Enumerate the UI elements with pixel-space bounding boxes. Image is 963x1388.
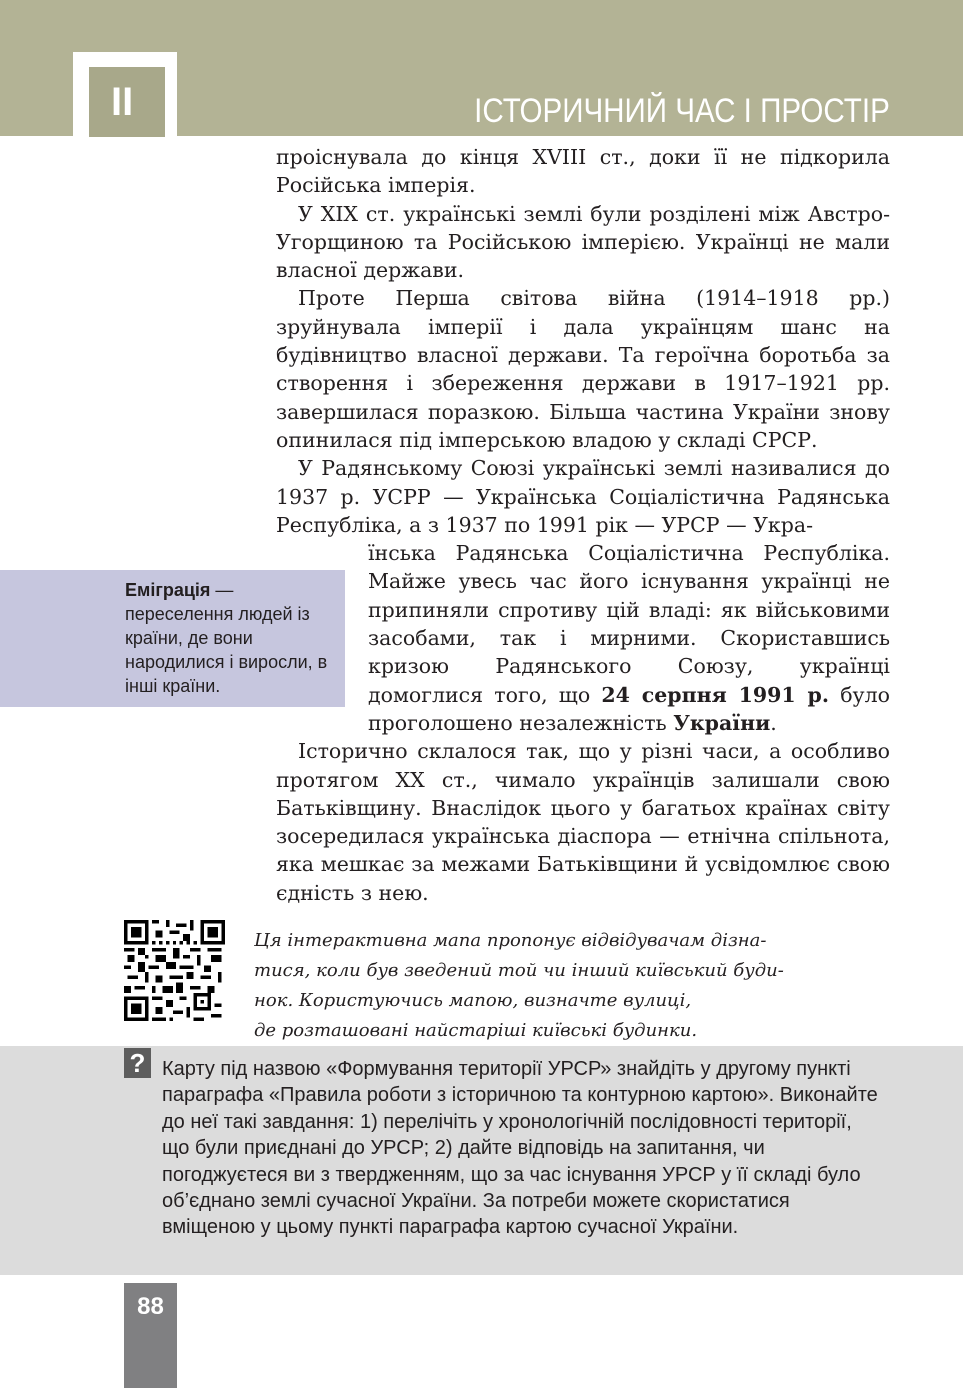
- qr-caption-line: де розташовані найстаріші київські будинки.: [254, 1020, 698, 1041]
- paragraph-text: їнська Радянська Соціалістична Республіка. Майже увесь час його існування українці не припиняли спротиву цій владі: як військовими засобами, так і мирними. Скориставшись кризою Радянського Союзу, українці домоглися того, що: [368, 541, 890, 707]
- main-text: [276, 143, 890, 907]
- independence-date: 24 серпня 1991 р.: [601, 682, 829, 707]
- country-name: України: [673, 710, 771, 735]
- definition-term: Еміграція: [125, 580, 211, 600]
- qr-caption: [254, 926, 854, 1046]
- paragraph: Історично склалося так, що у різні часи, а особливо протягом XX ст., чимало українців залишали свою Батьківщину. Внаслідок цього у багатьох країнах світу зосередилася українська діаспора — етнічна спільнота, яка мешкає за межами Батьківщини й усвідомлює свою єдність з нею.: [276, 739, 890, 905]
- paragraph: проіснувала до кінця XVIII ст., доки її не підкорила Російська імперія.: [276, 145, 890, 198]
- paragraph: У XIX ст. українські землі були розділені між Австро-Угорщиною та Російською імперією. Українці не мали власної держави.: [276, 201, 890, 283]
- definition-sidebar: [0, 570, 345, 707]
- chapter-title: ІСТОРИЧНИЙ ЧАС І ПРОСТІР: [474, 92, 890, 130]
- page-number: 88: [137, 1293, 164, 1320]
- paragraph: Проте Перша світова війна (1914–1918 рр.) зруйнувала імперії і дала українцям шанс на будівництво власної держави. Та героїчна боротьба за створення і збереження держави в 1917–1921 рр. завершилася поразкою. Більша частина України знову опинилася під імперською владою у складі СРСР.: [276, 286, 890, 452]
- qr-code[interactable]: [124, 920, 225, 1021]
- definition-body: — переселення людей із країни, де вони народилися і виросли, в інші країни.: [125, 580, 328, 696]
- question-icon: ?: [124, 1048, 151, 1078]
- paragraph: У Радянському Союзі українські землі називалися до 1937 р. УСРР — Українська Соціалістична Радянська Республіка, а з 1937 по 1991 рік — УРСР — Укра-: [276, 456, 890, 537]
- qr-caption-line: нок. Користуючись мапою, визначте вулиці,: [254, 990, 692, 1011]
- question-text: Карту під назвою «Формування території УРСР» знайдіть у другому пункті параграфа «Правила роботи з історичною та контурною картою». Виконайте до неї такі завдання: 1) перелічіть у хронологічній послідовності території, що були приєднані до УРСР; 2) дайте відповідь на запитання, чи погоджуєтеся ви з твердженням, що за час існування УРСР у її складі було об’єднано землі сучасної України. За потреби можете скористатися вміщеною у цьому пункті параграфа картою сучасної України.: [162, 1058, 878, 1239]
- section-numeral: II: [89, 67, 165, 137]
- qr-caption-line: Ця інтерактивна мапа пропонує відвідувачам дізна-: [254, 930, 767, 951]
- definition-text: [125, 578, 340, 698]
- qr-caption-line: тися, коли був зведений той чи інший київський буди-: [254, 960, 784, 981]
- paragraph-text: .: [770, 710, 777, 735]
- paragraph: [368, 539, 890, 737]
- paragraph-text: було проголошено незалежність: [368, 682, 890, 735]
